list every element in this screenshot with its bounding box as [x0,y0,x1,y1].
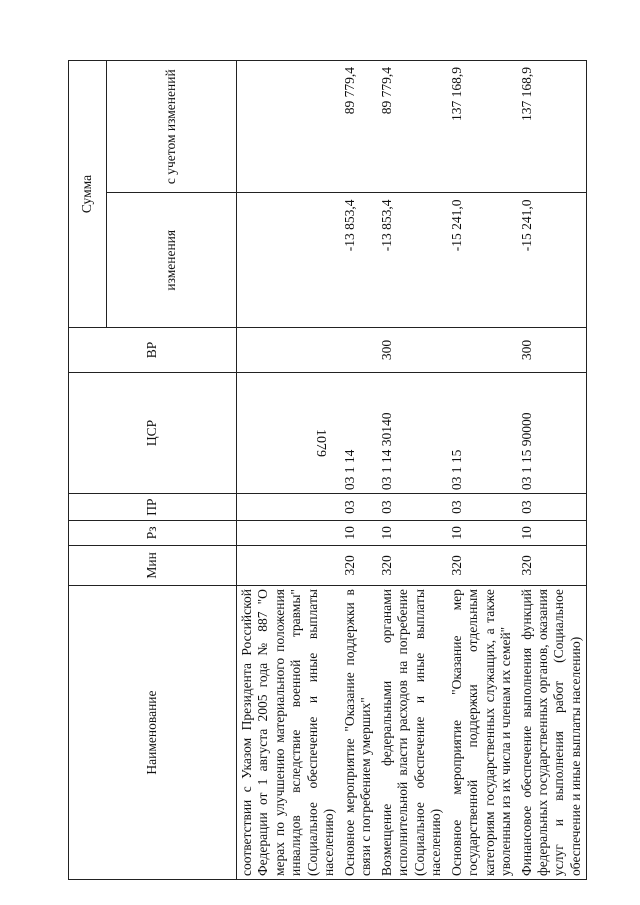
header-min: Мин [69,545,237,585]
row-with-changes: 137 168,9 [517,61,587,193]
row-with-changes: 89 779,4 [377,61,447,193]
row-with-changes: 137 168,9 [447,61,517,193]
row-rz: 10 [377,521,447,546]
row-changes: -15 241,0 [517,193,587,328]
row-csr: 03 1 15 [447,372,517,493]
rotated-table-frame [68,60,593,880]
row-vr: 300 [517,328,587,373]
row-vr [237,328,340,373]
row-rz: 10 [447,521,517,546]
row-min: 320 [447,545,517,585]
table-header [69,61,237,880]
row-rz: 10 [340,521,377,546]
row-name: соответствии с Указом Президента Российской Федерации от 1 августа 2005 года № 887 "О мерах по улучшению материального положения инвалидов вследствие военной травмы" (Социальное обеспечение и иные выплаты населению) [237,586,340,880]
table-row [340,61,377,880]
header-rz: Рз [69,521,237,546]
row-vr [340,328,377,373]
header-sum-group: Сумма [69,61,107,328]
row-pr: 03 [447,494,517,521]
table-row [237,61,340,880]
row-pr: 03 [517,494,587,521]
row-changes: -13 853,4 [377,193,447,328]
row-csr: 03 1 14 [340,372,377,493]
row-changes: -15 241,0 [447,193,517,328]
row-rz: 10 [517,521,587,546]
row-min: 320 [377,545,447,585]
row-name: Возмещение федеральными органами исполнительной власти расходов на погребение (Социальное обеспечение и иные выплаты населению) [377,586,447,880]
row-with-changes: 89 779,4 [340,61,377,193]
row-pr: 03 [377,494,447,521]
row-pr: 03 [340,494,377,521]
row-min [237,545,340,585]
row-name: Основное мероприятие "Оказание мер государственной поддержки отдельным категориям государственных служащих, а также уволенным из их числа и членам их семей" [447,586,517,880]
row-with-changes [237,61,340,193]
header-changes: изменения [107,193,237,328]
header-with-changes: с учетом изменений [107,61,237,193]
table-row [377,61,447,880]
row-name: Основное мероприятие "Оказание поддержки в связи с погребением умерших" [340,586,377,880]
row-changes: -13 853,4 [340,193,377,328]
table-row [517,61,587,880]
header-csr: ЦСР [69,372,237,493]
row-min: 320 [340,545,377,585]
header-pr: ПР [69,494,237,521]
page-number: 1079 [313,429,328,457]
header-name: Наименование [69,586,237,880]
row-pr [237,494,340,521]
row-min: 320 [517,545,587,585]
row-vr: 300 [377,328,447,373]
row-csr: 03 1 15 90000 [517,372,587,493]
header-vr: ВР [69,328,237,373]
table-row [447,61,517,880]
row-changes [237,193,340,328]
row-csr: 03 1 14 30140 [377,372,447,493]
row-vr [447,328,517,373]
budget-table [68,60,587,880]
row-csr [237,372,340,493]
row-name: Финансовое обеспечение выполнения функций федеральных государственных органов, оказания услуг и выполнения работ (Социальное обеспечение и иные выплаты населению) [517,586,587,880]
row-rz [237,521,340,546]
